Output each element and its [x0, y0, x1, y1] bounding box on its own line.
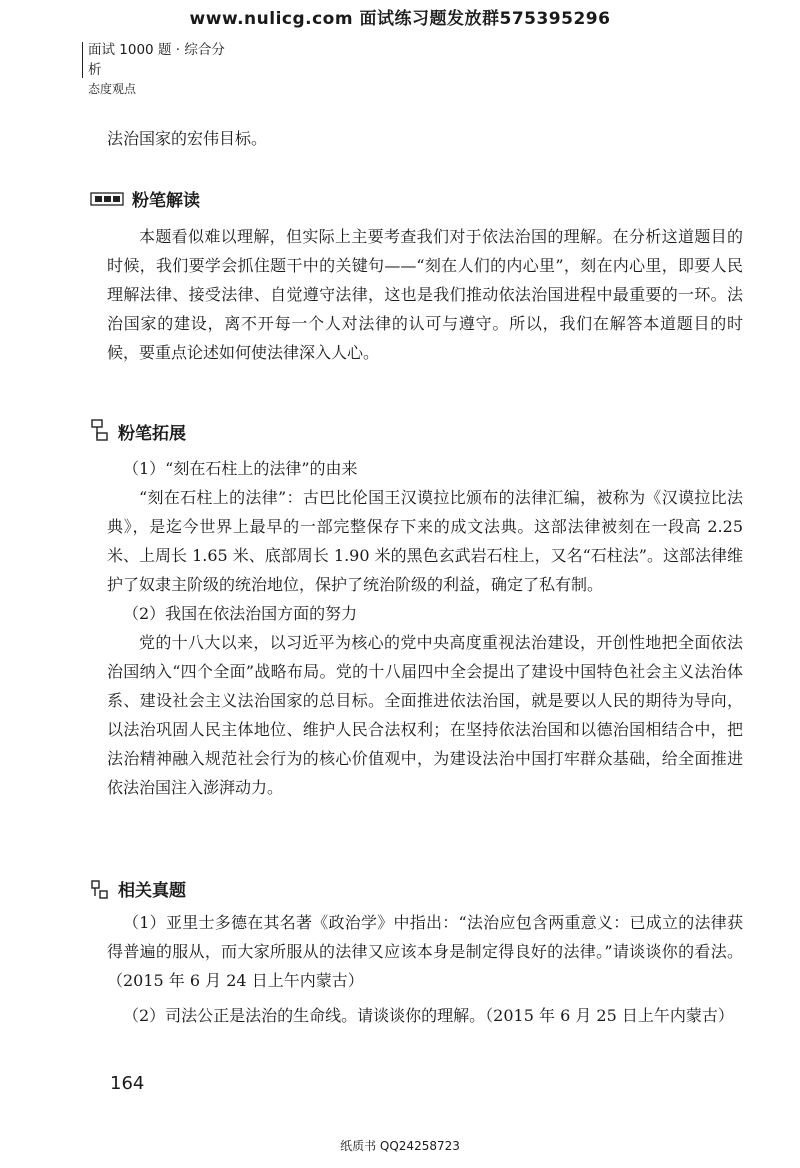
extension-item1-text: “刻在石柱上的法律”：古巴比伦国王汉谟拉比颁布的法律汇编，被称为《汉谟拉比法典》，是迄今世界上最早的一部完整保存下来的成文法典。这部法律被刻在一段高 2.25 米、上周长 1.65 米、底部周长 1.90 米的黑色玄武岩石柱上，又名“石柱法”。这部法律维护了奴隶主阶级的统治地位，保护了统治阶级的利益，确定了私有制。 — [107, 488, 743, 594]
related-heading-text: 相关真题 — [118, 881, 186, 901]
extension-icon — [90, 418, 110, 444]
related-block — [107, 908, 743, 1030]
related-question-2: （2）司法公正是法治的生命线。请谈谈你的理解。（2015 年 6 月 25 日上午内蒙古） — [123, 1006, 734, 1025]
intro-tail-block — [107, 126, 743, 152]
section-extension-heading — [90, 418, 186, 444]
extension-item1-title: （1）“刻在石柱上的法律”的由来 — [123, 459, 358, 478]
running-head-divider — [82, 42, 83, 78]
top-watermark: www.nulicg.com 面试练习题发放群575395296 — [189, 9, 611, 29]
analysis-heading-text: 粉笔解读 — [132, 191, 200, 211]
running-head — [88, 40, 228, 98]
extension-item2-title: （2）我国在依法治国方面的努力 — [123, 604, 358, 623]
analysis-block — [107, 222, 743, 367]
extension-heading-text: 粉笔拓展 — [118, 423, 186, 444]
chapter-title: 态度观点 — [88, 82, 137, 96]
section-related-heading — [90, 876, 186, 901]
page-number: 164 — [110, 1073, 145, 1094]
intro-tail-text: 法治国家的宏伟目标。 — [107, 129, 268, 148]
book-title: 面试 1000 题 · 综合分析 — [88, 42, 225, 78]
analysis-icon — [90, 192, 124, 206]
extension-block — [107, 454, 743, 802]
bottom-watermark: 纸质书 QQ24258723 — [340, 1139, 460, 1153]
related-icon — [90, 878, 110, 900]
related-question-1: （1）亚里士多德在其名著《政治学》中指出：“法治应包含两重意义：已成立的法律获得普遍的服从，而大家所服从的法律又应该本身是制定得良好的法律。”请谈谈你的看法。（2015 年 6 月 24 日上午内蒙古） — [107, 913, 743, 990]
section-analysis-heading — [90, 186, 200, 211]
extension-item2-text: 党的十八大以来，以习近平为核心的党中央高度重视法治建设，开创性地把全面依法治国纳入“四个全面”战略布局。党的十八届四中全会提出了建设中国特色社会主义法治体系、建设社会主义法治国家的总目标。全面推进依法治国，就是要以人民的期待为导向，以法治巩固人民主体地位、维护人民合法权利；在坚持依法治国和以德治国相结合中，把法治精神融入规范社会行为的核心价值观中，为建设法治中国打牢群众基础，给全面推进依法治国注入澎湃动力。 — [107, 633, 743, 797]
analysis-paragraph: 本题看似难以理解，但实际上主要考查我们对于依法治国的理解。在分析这道题目的时候，我们要学会抓住题干中的关键句——“刻在人们的内心里”，刻在内心里，即要人民理解法律、接受法律、自觉遵守法律，这也是我们推动依法治国进程中最重要的一环。法治国家的建设，离不开每一个人对法律的认可与遵守。所以，我们在解答本道题目的时候，要重点论述如何使法律深入人心。 — [107, 227, 743, 362]
